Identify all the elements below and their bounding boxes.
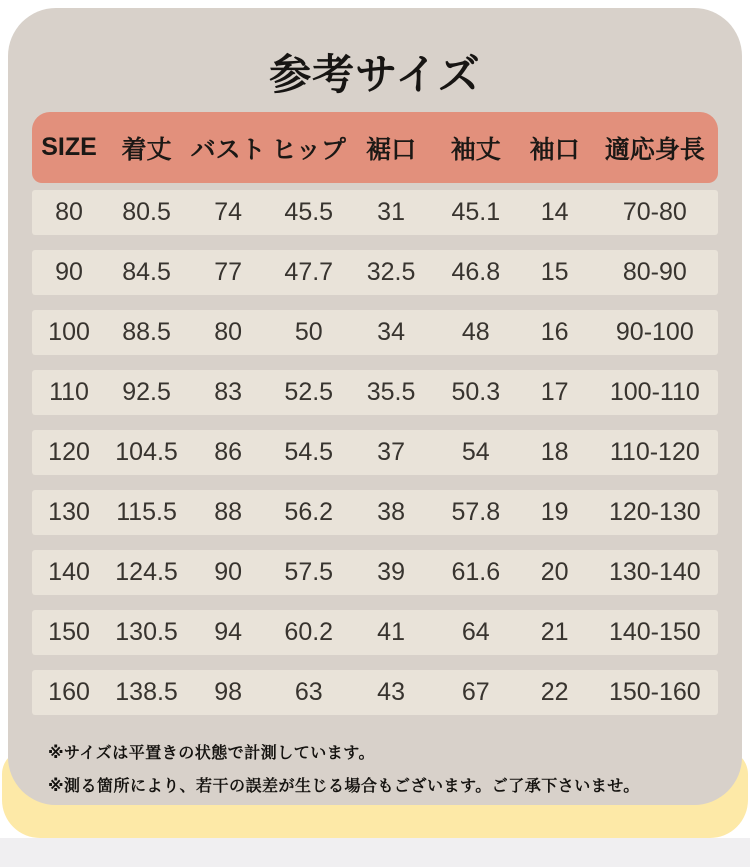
cell-bust: 86: [214, 438, 243, 466]
cell-height-range: 100-110: [609, 378, 700, 406]
cell-length: 92.5: [122, 378, 171, 406]
cell-length: 84.5: [122, 258, 171, 286]
cell-size: 130: [48, 498, 90, 526]
cell-hip: 54.5: [284, 438, 334, 466]
cell-hem: 35.5: [366, 378, 416, 406]
table-row: [32, 550, 718, 595]
cell-height-range: 80-90: [622, 258, 687, 286]
cell-size: 160: [48, 678, 90, 706]
cell-hem: 34: [377, 318, 405, 346]
cell-hem: 43: [377, 678, 405, 706]
cell-hip: 60.2: [284, 618, 334, 646]
cell-cuff: 19: [540, 498, 569, 526]
cell-bust: 90: [214, 558, 243, 586]
table-row: [32, 670, 718, 715]
column-header-bust: バスト: [190, 135, 266, 164]
cell-height-range: 120-130: [608, 498, 701, 526]
cell-cuff: 17: [540, 378, 569, 406]
cell-hem: 31: [377, 198, 405, 226]
cell-size: 120: [48, 438, 90, 466]
cell-bust: 94: [214, 618, 243, 646]
cell-bust: 77: [214, 258, 243, 286]
cell-cuff: 18: [540, 438, 569, 466]
page-bottom-strip: [0, 838, 750, 867]
cell-bust: 80: [214, 318, 243, 346]
cell-size: 110: [49, 378, 89, 406]
cell-size: 80: [55, 198, 83, 226]
table-body: [32, 190, 718, 715]
column-header-length: 着丈: [121, 135, 172, 164]
cell-length: 124.5: [115, 558, 178, 586]
cell-height-range: 90-100: [615, 318, 694, 346]
cell-size: 100: [48, 318, 90, 346]
cell-bust: 98: [214, 678, 243, 706]
cell-hip: 56.2: [284, 498, 334, 526]
cell-sleeve: 50.3: [451, 378, 501, 406]
cell-hip: 47.7: [284, 258, 334, 286]
table-header-row: [32, 112, 718, 183]
table-row: [32, 610, 718, 655]
column-header-size: SIZE: [41, 133, 97, 161]
cell-length: 138.5: [115, 678, 178, 706]
page-title: 参考サイズ: [269, 51, 481, 98]
cell-cuff: 16: [540, 318, 569, 346]
table-row: [32, 430, 718, 475]
table-row: [32, 370, 718, 415]
table-row: [32, 310, 718, 355]
notes: [48, 737, 708, 803]
column-header-hip: ヒップ: [271, 135, 346, 164]
cell-hem: 39: [377, 558, 405, 586]
cell-hem: 38: [377, 498, 405, 526]
cell-cuff: 21: [540, 618, 569, 646]
column-header-sleeve: 袖丈: [450, 135, 501, 164]
cell-cuff: 14: [540, 198, 569, 226]
cell-length: 130.5: [115, 618, 178, 646]
cell-hem: 41: [377, 618, 405, 646]
cell-sleeve: 48: [461, 318, 490, 346]
column-header-height-range: 適応身長: [604, 135, 705, 164]
cell-bust: 74: [214, 198, 243, 226]
cell-hip: 45.5: [284, 198, 334, 226]
cell-size: 150: [48, 618, 90, 646]
cell-cuff: 15: [540, 258, 569, 286]
cell-hip: 52.5: [284, 378, 334, 406]
column-header-hem: 裾口: [366, 135, 417, 164]
cell-hip: 63: [294, 678, 323, 706]
cell-hem: 37: [377, 438, 405, 466]
cell-length: 80.5: [122, 198, 171, 226]
column-header-cuff: 袖口: [529, 135, 580, 164]
cell-height-range: 130-140: [608, 558, 701, 586]
cell-sleeve: 45.1: [451, 198, 501, 226]
cell-sleeve: 54: [461, 438, 490, 466]
cell-length: 115.5: [116, 498, 177, 526]
cell-height-range: 140-150: [608, 618, 701, 646]
cell-length: 104.5: [115, 438, 178, 466]
table-row: [32, 490, 718, 535]
cell-cuff: 22: [540, 678, 569, 706]
cell-height-range: 150-160: [608, 678, 701, 706]
table-row: [32, 250, 718, 295]
table-row: [32, 190, 718, 235]
cell-sleeve: 64: [461, 618, 490, 646]
cell-sleeve: 57.8: [451, 498, 501, 526]
cell-hip: 57.5: [284, 558, 334, 586]
size-chart-card: [8, 8, 742, 805]
cell-height-range: 110-120: [609, 438, 700, 466]
cell-cuff: 20: [540, 558, 569, 586]
cell-length: 88.5: [122, 318, 171, 346]
note-tolerance: ※測る箇所により、若干の誤差が生じる場合もございます。ご了承下さいませ。: [48, 778, 640, 795]
cell-hip: 50: [294, 318, 323, 346]
cell-sleeve: 67: [461, 678, 490, 706]
cell-size: 140: [48, 558, 90, 586]
note-measurement-method: ※サイズは平置きの状態で計測しています。: [48, 745, 375, 762]
cell-sleeve: 61.6: [451, 558, 501, 586]
cell-hem: 32.5: [366, 258, 416, 286]
cell-size: 90: [55, 258, 83, 286]
cell-height-range: 70-80: [622, 198, 687, 226]
cell-sleeve: 46.8: [451, 258, 501, 286]
cell-bust: 83: [214, 378, 243, 406]
cell-bust: 88: [214, 498, 243, 526]
